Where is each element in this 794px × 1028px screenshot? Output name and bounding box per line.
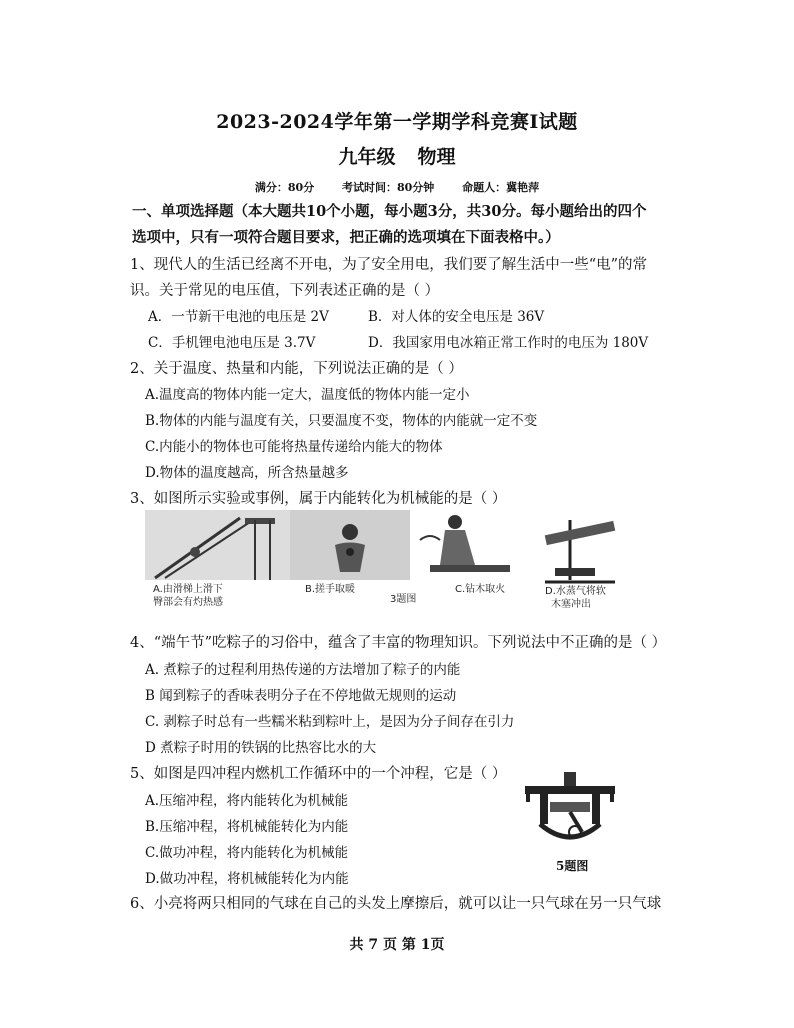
exam-title: 2023-2024学年第一学期学科竞赛Ⅰ试题 bbox=[216, 111, 578, 133]
steam-cork-illustration bbox=[545, 520, 616, 582]
q6-stem: 6、小亮将两只相同的气球在自己的头发上摩擦后，就可以让一只气球在另一只气球 bbox=[130, 896, 662, 912]
page-footer: 共 7 页 第 1页 bbox=[349, 937, 445, 953]
q5-option-a: A.压缩冲程，将内能转化为机械能 bbox=[145, 793, 349, 809]
grade-label: 九年级 bbox=[338, 146, 396, 168]
q5-caption: 5题图 bbox=[556, 859, 589, 873]
q3-stem: 3、如图所示实验或事例，属于内能转化为机械能的是（ ） bbox=[130, 491, 507, 507]
q3-figure bbox=[145, 510, 645, 610]
drilling-fire-illustration bbox=[420, 515, 510, 572]
q2-option-b: B.物体的内能与温度有关，只要温度不变，物体的内能就一定不变 bbox=[145, 413, 538, 429]
subject-label: 物理 bbox=[417, 146, 456, 168]
q3-caption-d2: 木塞冲出 bbox=[551, 599, 591, 610]
q5-option-c: C.做功冲程，将内能转化为机械能 bbox=[145, 845, 349, 861]
q5-option-d: D.做功冲程，将机械能转化为内能 bbox=[145, 871, 349, 887]
q5-option-b: B.压缩冲程，将机械能转化为内能 bbox=[145, 819, 349, 835]
q3-caption-b: B.搓手取暖 bbox=[305, 584, 356, 595]
q3-caption-d1: D.水蒸气将软 bbox=[545, 586, 606, 597]
q5-engine-figure bbox=[520, 768, 620, 848]
full-score: 满分：80分 bbox=[254, 181, 315, 194]
q1-stem-line2: 识。关于常见的电压值，下列表述正确的是（ ） bbox=[130, 283, 440, 299]
q4-option-a: A. 煮粽子的过程利用热传递的方法增加了粽子的内能 bbox=[145, 662, 461, 678]
section-heading-line1: 一、单项选择题（本大题共10个小题，每小题3分，共30分。每小题给出的四个 bbox=[132, 203, 647, 220]
q1-option-c: C．手机锂电池电压是 3.7V bbox=[148, 335, 316, 351]
q1-option-d: D．我国家用电冰箱正常工作时的电压为 180V bbox=[368, 335, 649, 351]
exam-meta bbox=[0, 179, 794, 195]
q2-option-d: D.物体的温度越高，所含热量越多 bbox=[145, 465, 349, 481]
q3-caption-a2: 臀部会有灼热感 bbox=[153, 597, 223, 608]
q5-stem: 5、如图是四冲程内燃机工作循环中的一个冲程，它是（ ） bbox=[130, 766, 507, 782]
q3-caption-a1: A.由滑梯上滑下 bbox=[153, 584, 223, 595]
q2-stem: 2、关于温度、热量和内能，下列说法正确的是（ ） bbox=[130, 361, 463, 377]
q2-option-a: A.温度高的物体内能一定大，温度低的物体内能一定小 bbox=[145, 387, 470, 403]
engine-cylinder-icon bbox=[525, 772, 615, 838]
q4-option-b: B 闻到粽子的香味表明分子在不停地做无规则的运动 bbox=[145, 688, 457, 704]
q1-stem-line1: 1、现代人的生活已经离不开电，为了安全用电，我们要了解生活中一些“电”的常 bbox=[130, 257, 648, 273]
q1-option-b: B．对人体的安全电压是 36V bbox=[368, 309, 545, 325]
q2-option-c: C.内能小的物体也可能将热量传递给内能大的物体 bbox=[145, 439, 443, 455]
exam-author: 命题人：冀艳萍 bbox=[462, 181, 540, 194]
section-heading-line2: 选项中，只有一项符合题目要求，把正确的选项填在下面表格中。） bbox=[132, 229, 560, 246]
q3-caption-c: C.钻木取火 bbox=[455, 584, 506, 595]
q4-stem: 4、“端午节”吃粽子的习俗中，蕴含了丰富的物理知识。下列说法中不正确的是（ ） bbox=[130, 635, 667, 651]
q4-option-d: D 煮粽子时用的铁锅的比热容比水的大 bbox=[145, 740, 377, 756]
q3-caption-figure: 3题图 bbox=[390, 594, 417, 605]
exam-subtitle bbox=[0, 142, 794, 169]
slide-illustration bbox=[145, 510, 290, 580]
q4-option-c: C. 剥粽子时总有一些糯米粘到粽叶上，是因为分子间存在引力 bbox=[145, 714, 515, 730]
q1-option-a: A．一节新干电池的电压是 2V bbox=[148, 309, 329, 325]
exam-time: 考试时间：80分钟 bbox=[342, 181, 435, 194]
rubbing-hands-illustration bbox=[290, 510, 410, 580]
